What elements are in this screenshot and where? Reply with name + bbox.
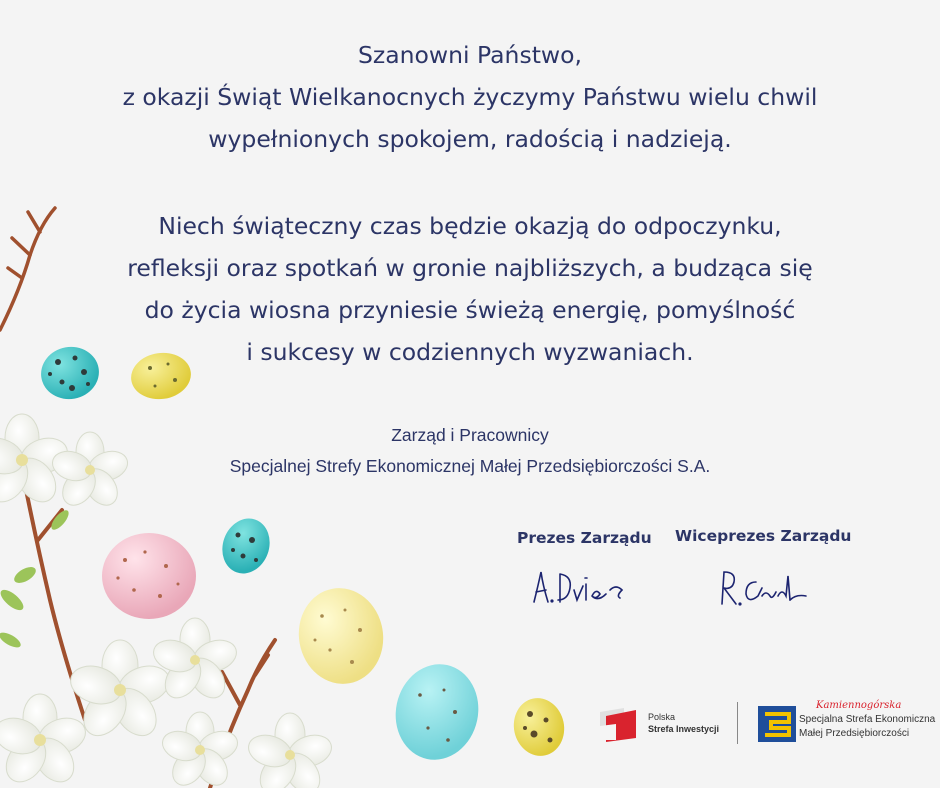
president-role: Prezes Zarządu	[517, 529, 652, 547]
sse-script-name: Kamiennogórska	[816, 700, 902, 711]
egg-yellow-bottom	[509, 693, 570, 760]
psi-name-line-2: Strefa Inwestycji	[648, 724, 720, 734]
sender-line-1: Zarząd i Pracownicy	[391, 425, 549, 445]
president-signature	[528, 566, 633, 610]
vice-president-role: Wiceprezes Zarządu	[675, 527, 852, 545]
wish-line: refleksji oraz spotkań w gronie najbliższych, a budząca się	[127, 254, 813, 282]
partner-logos	[596, 700, 936, 748]
greeting-line: z okazji Świąt Wielkanocnych życzymy Państwu wielu chwil	[122, 83, 818, 111]
wish-line: do życia wiosna przyniesie świeżą energię, pomyślność	[144, 296, 796, 324]
egg-teal-mid	[215, 512, 277, 580]
wish-line: Niech świąteczny czas będzie okazją do odpoczynku,	[158, 212, 782, 240]
wish-line: i sukcesy w codziennych wyzwaniach.	[246, 338, 694, 366]
egg-pale-yellow	[291, 581, 390, 690]
sse-name-line-2: Małej Przedsiębiorczości	[799, 728, 910, 739]
psi-name-line-1: Polska	[648, 712, 676, 722]
wish-text	[40, 205, 900, 373]
sse-name-line-1: Specjalna Strefa Ekonomiczna	[799, 714, 936, 725]
greeting-text	[40, 34, 900, 160]
logo-divider	[737, 702, 738, 744]
greeting-line: Szanowni Państwo,	[358, 41, 582, 69]
vice-president-signature	[716, 566, 812, 610]
sse-logo-icon	[758, 706, 796, 742]
egg-light-blue	[387, 657, 487, 768]
egg-pink	[102, 533, 196, 619]
greeting-line: wypełnionych spokojem, radością i nadzieją.	[208, 125, 732, 153]
sender-line-2: Specjalnej Strefy Ekonomicznej Małej Przedsiębiorczości S.A.	[229, 456, 711, 476]
psi-logo-icon	[596, 706, 638, 742]
